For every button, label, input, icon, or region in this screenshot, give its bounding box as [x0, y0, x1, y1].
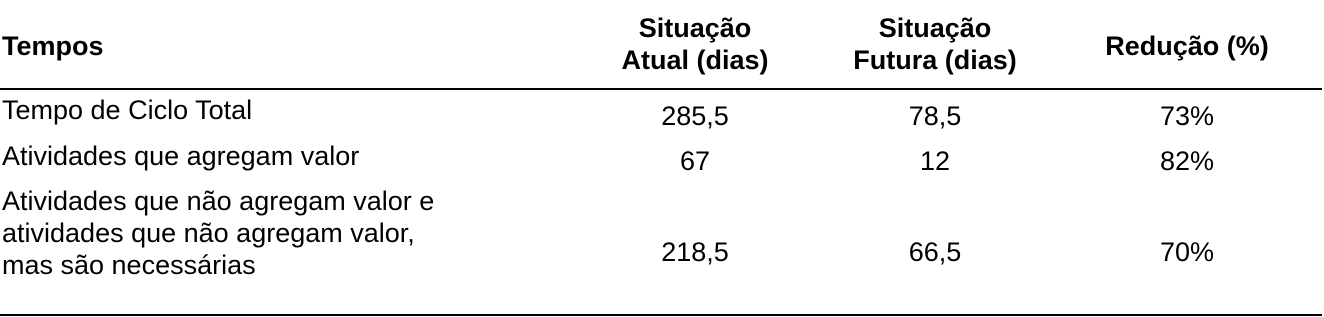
header-situacao-atual-line2: Atual (dias) — [621, 45, 769, 75]
header-situacao-futura-line1: Situação — [878, 13, 992, 43]
row-1-label — [2, 94, 252, 126]
row-1-reducao: 73% — [1159, 101, 1215, 131]
row-1-atual: 285,5 — [661, 101, 729, 131]
row-3-reducao: 70% — [1159, 237, 1215, 267]
row-3-label-line-3: mas são necessárias — [2, 250, 256, 280]
header-situacao-futura-line2: Futura (dias) — [853, 45, 1017, 75]
row-3-atual: 218,5 — [661, 237, 729, 267]
header-reducao: Redução (%) — [1105, 31, 1269, 61]
row-3-label — [2, 185, 434, 281]
row-1-label-line-1: Tempo de Ciclo Total — [2, 95, 253, 125]
row-3-label-line-2: atividades que não agregam valor, — [2, 218, 415, 248]
header-tempos: Tempos — [2, 31, 104, 61]
row-2-label-line-1: Atividades que agregam valor — [2, 141, 360, 171]
row-3-futura: 66,5 — [908, 237, 962, 267]
header-situacao-atual-line1: Situação — [638, 13, 752, 43]
bottom-rule — [0, 314, 1322, 316]
row-2-label — [2, 140, 359, 172]
row-2-futura: 12 — [919, 146, 951, 176]
header-situacao-atual — [600, 12, 790, 76]
row-1-futura: 78,5 — [908, 101, 962, 131]
header-rule — [0, 88, 1322, 90]
row-3-label-line-1: Atividades que não agregam valor e — [2, 186, 435, 216]
row-2-atual: 67 — [679, 146, 711, 176]
row-2-reducao: 82% — [1159, 146, 1215, 176]
header-situacao-futura — [828, 12, 1042, 76]
